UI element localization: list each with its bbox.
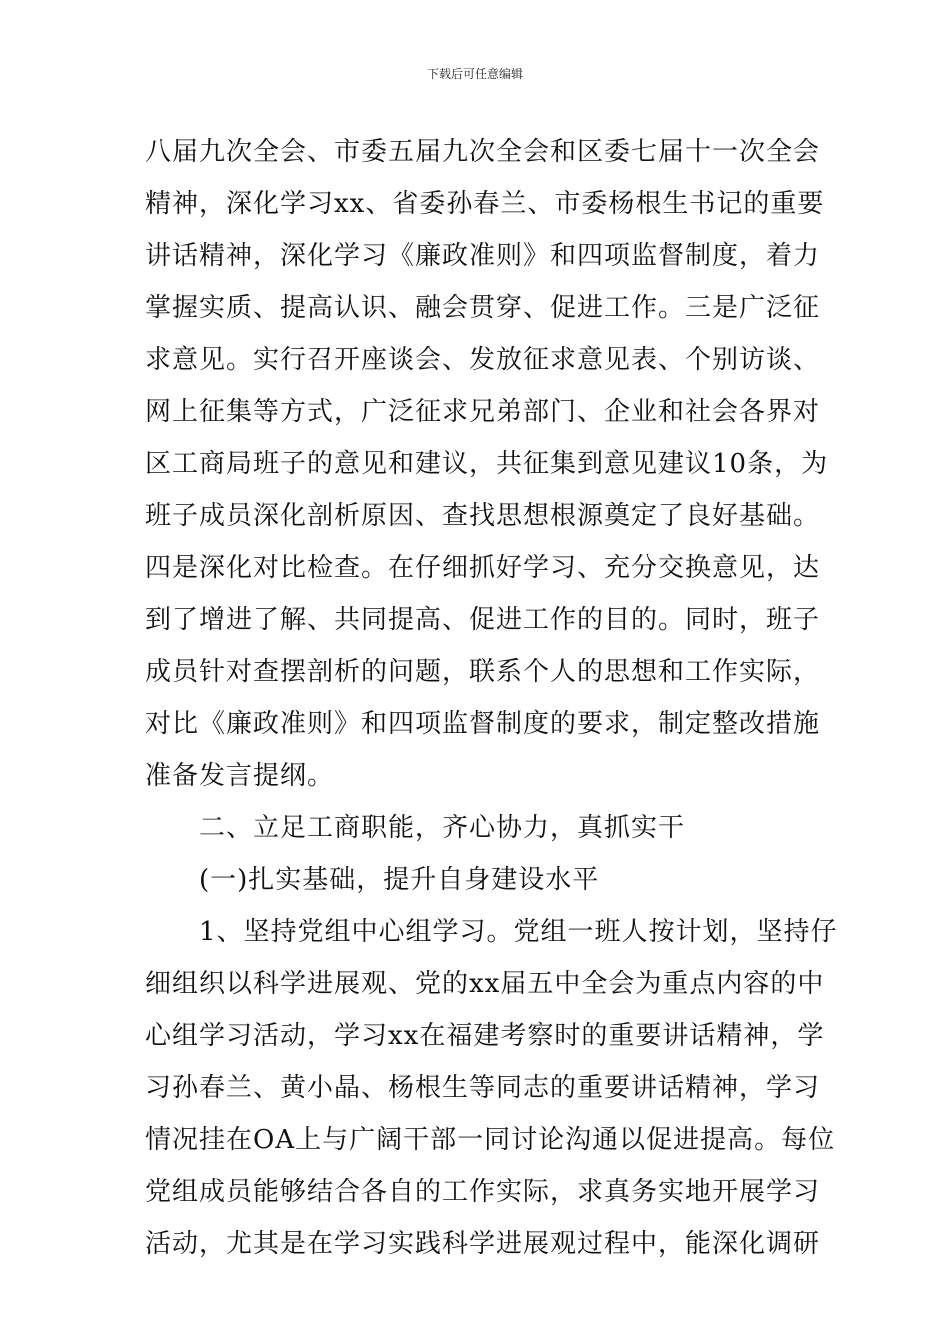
text-line: 细组织以科学进展观、党的xx届五中全会为重点内容的中 (145, 969, 825, 999)
text-line: 准备发言提纲。 (145, 761, 335, 791)
text-line: 习孙春兰、黄小晶、杨根生等同志的重要讲话精神，学习 (145, 1073, 821, 1103)
text-line: 党组成员能够结合各自的工作实际，求真务实地开展学习 (145, 1177, 821, 1207)
text-line: 班子成员深化剖析原因、查找思想根源奠定了良好基础。 (145, 501, 821, 531)
text-line: 八届九次全会、市委五届九次全会和区委七届十一次全会 (145, 137, 821, 167)
text-line: 1、坚持党组中心组学习。党组一班人按计划，坚持仔 (199, 917, 838, 947)
page-header: 下载后可任意编辑 (426, 67, 523, 81)
text-line: 网上征集等方式，广泛征求兄弟部门、企业和社会各界对 (145, 397, 821, 427)
text-line: 情况挂在OA上与广阔干部一同讨论沟通以促进提高。每位 (145, 1125, 836, 1155)
subsection-heading: (一)扎实基础，提升自身建设水平 (199, 865, 600, 895)
text-line: 成员针对查摆剖析的问题，联系个人的思想和工作实际， (145, 657, 821, 687)
text-line: 掌握实质、提高认识、融会贯穿、促进工作。三是广泛征 (145, 293, 821, 323)
section-heading: 二、立足工商职能，齐心协力，真抓实干 (199, 813, 686, 843)
text-line: 对比《廉政准则》和四项监督制度的要求，制定整改措施 (145, 709, 821, 739)
text-line: 心组学习活动，学习xx在福建考察时的重要讲话精神，学 (145, 1021, 825, 1051)
text-line: 四是深化对比检查。在仔细抓好学习、充分交换意见，达 (145, 553, 821, 583)
text-line: 求意见。实行召开座谈会、发放征求意见表、个别访谈、 (145, 345, 821, 375)
text-line: 讲话精神，深化学习《廉政准则》和四项监督制度，着力 (145, 241, 821, 271)
text-line: 到了增进了解、共同提高、促进工作的目的。同时，班子 (145, 605, 821, 635)
document-body (145, 126, 838, 1270)
text-line: 精神，深化学习xx、省委孙春兰、市委杨根生书记的重要 (145, 189, 825, 219)
text-line: 活动，尤其是在学习实践科学进展观过程中，能深化调研 (145, 1229, 821, 1259)
text-line: 区工商局班子的意见和建议，共征集到意见建议10条，为 (145, 449, 829, 479)
